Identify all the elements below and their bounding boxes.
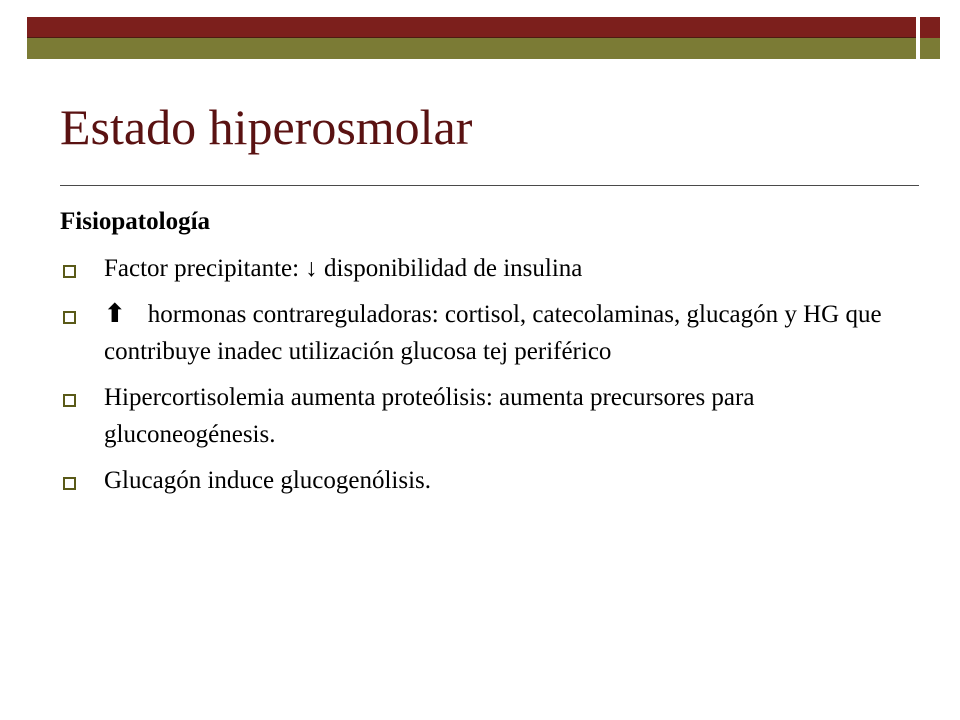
square-bullet-icon xyxy=(63,265,76,278)
bullet-list xyxy=(60,250,920,499)
header-band xyxy=(27,17,916,59)
slide-subtitle: Fisiopatología xyxy=(60,208,211,235)
up-arrow-icon: ⬆ xyxy=(104,299,126,329)
header-band-dark-stripe xyxy=(27,17,916,38)
square-bullet-icon xyxy=(63,311,76,324)
square-bullet-icon xyxy=(63,394,76,407)
header-band-olive-stripe xyxy=(27,38,916,59)
bullet-text: Factor precipitante: ↓ disponibilidad de insulina xyxy=(104,255,583,282)
bullet-item xyxy=(60,296,920,370)
slide-title: Estado hiperosmolar xyxy=(60,99,473,155)
bullet-item xyxy=(60,462,920,499)
slide-body xyxy=(60,203,920,499)
square-bullet-icon xyxy=(63,477,76,490)
title-underline xyxy=(60,185,919,186)
bullet-item xyxy=(60,250,920,287)
bullet-text: Hipercortisolemia aumenta proteólisis: aumenta precursores para gluconeogénesis. xyxy=(104,384,755,448)
bullet-item xyxy=(60,379,920,453)
corner-block-olive xyxy=(920,38,940,59)
corner-block-dark xyxy=(920,17,940,38)
bullet-text: Glucagón induce glucogenólisis. xyxy=(104,467,432,494)
bullet-text: hormonas contrareguladoras: cortisol, catecolaminas, glucagón y HG que contribuye inadec utilización glucosa tej periférico xyxy=(104,301,882,365)
